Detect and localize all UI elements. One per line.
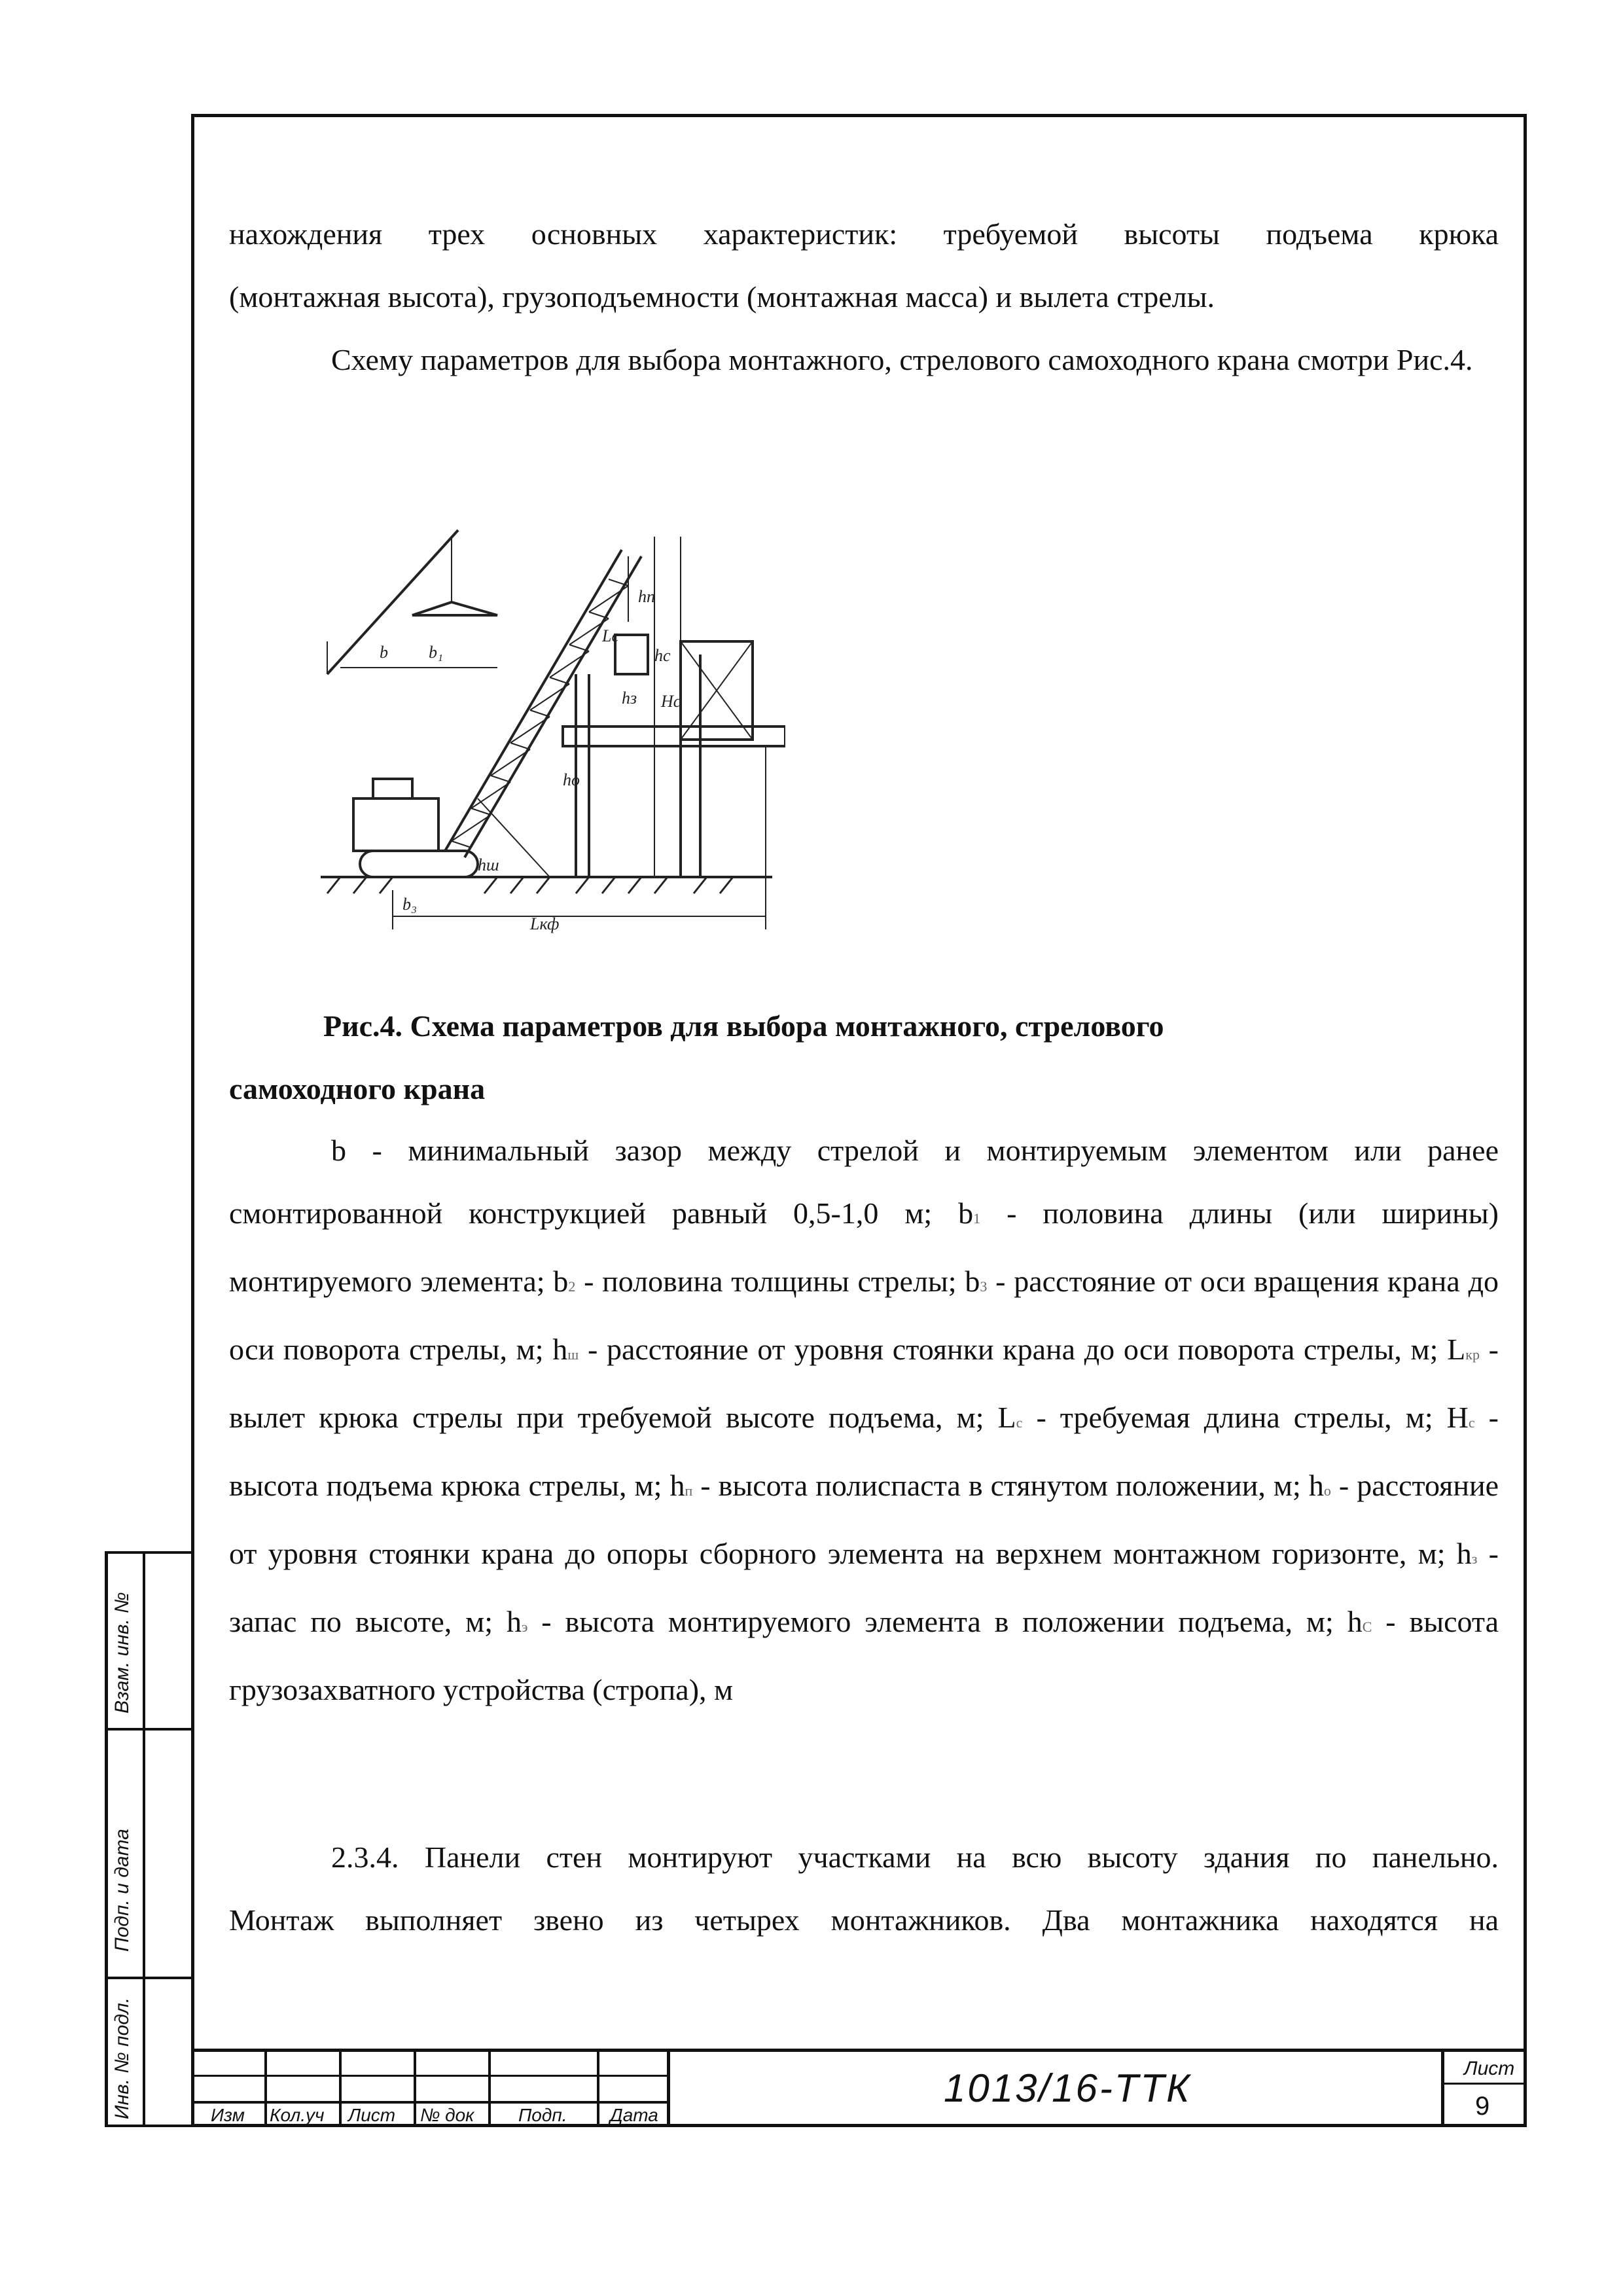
p1-line1: нахождения трех основных характеристик: требуемой высоты подъема крюка (229, 217, 1499, 251)
svg-text:b₃: b₃ (402, 895, 418, 914)
legend-text: - расстояние от оси вращения крана до оси поворота стрелы, м; h (229, 1265, 1499, 1366)
legend-text: - половина толщины стрелы; b (575, 1265, 980, 1298)
margin-label-signature-date: Подп. и дата (111, 1829, 133, 1952)
legend-text: - запас по высоте, м; h (229, 1537, 1499, 1638)
legend-text: - расстояние от уровня стоянки крана до опоры сборного элемента на верхнем монтажном горизонте, м; h (229, 1469, 1499, 1570)
legend-sub: э (521, 1619, 528, 1635)
svg-text:hо: hо (563, 770, 580, 789)
sheet-number: 9 (1475, 2092, 1490, 2121)
legend-text: - расстояние от уровня стоянки крана до оси поворота стрелы, м; L (579, 1333, 1466, 1366)
section-line1: 2.3.4. Панели стен монтируют участками на всю высоту здания по панельно. (331, 1840, 1499, 1874)
col-izm: Изм (211, 2105, 245, 2125)
section-paragraph (229, 1826, 1499, 1952)
legend-sub: 1 (973, 1210, 981, 1227)
legend-sub: 3 (980, 1278, 988, 1295)
svg-text:hш: hш (478, 855, 499, 874)
col-date: Дата (610, 2105, 658, 2125)
legend-text: - вылет крюка стрелы при требуемой высоте подъема, м; L (229, 1333, 1499, 1434)
legend-text: - высота полиспаста в стянутом положении, м; h (692, 1469, 1324, 1502)
margin-label-replaced-inv: Взам. инв. № (111, 1592, 133, 1713)
figure-caption (229, 995, 1499, 1121)
legend-sub: 2 (568, 1278, 576, 1295)
caption-line1: Рис.4. Схема параметров для выбора монтажного, стрелового (323, 1009, 1164, 1043)
legend-sub: с (1468, 1414, 1475, 1431)
title-block (191, 2049, 1527, 2127)
legend-sub: о (1323, 1482, 1331, 1499)
margin-label-original-inv: Инв. № подл. (111, 1997, 133, 2119)
p2: Схему параметров для выбора монтажного, стрелового самоходного крана смотри Рис.4. (331, 343, 1473, 376)
col-signature: Подп. (518, 2105, 567, 2125)
legend-sub: С (1362, 1619, 1372, 1635)
svg-text:Lкф: Lкф (530, 914, 560, 933)
document-code: 1013/16-ТТК (944, 2066, 1192, 2110)
col-kol-uch: Кол.уч (270, 2105, 325, 2125)
margin-strip (105, 1551, 191, 2127)
svg-text:Lс: Lс (602, 626, 619, 645)
legend-text: - требуемая длина стрелы, м; H (1022, 1401, 1469, 1434)
svg-text:b: b (380, 643, 388, 662)
sheet-label: Лист (1464, 2058, 1515, 2079)
legend-text: - высота монтируемого элемента в положении подъема, м; h (527, 1605, 1363, 1638)
legend-sub: ш (567, 1346, 579, 1363)
legend-text: b - минимальный зазор между стрелой и монтируемым элементом или ранее смонтированной конструкцией равный 0,5-1,0 м; b (229, 1134, 1499, 1230)
legend-text: - половина длины (или ширины) монтируемого элемента; b (229, 1196, 1499, 1298)
svg-text:hс: hс (654, 646, 671, 665)
legend-text: - высота подъема крюка стрелы, м; h (229, 1401, 1499, 1502)
svg-text:hз: hз (622, 689, 637, 708)
legend-sub: з (1471, 1551, 1478, 1567)
svg-text:b₁: b₁ (429, 643, 444, 662)
section-line2: Монтаж выполняет звено из четырех монтажников. Два монтажника находятся на (229, 1903, 1499, 1937)
legend-sub: п (685, 1482, 693, 1499)
p1-line2: (монтажная высота), грузоподъемности (монтажная масса) и вылета стрелы. (229, 280, 1215, 314)
legend-sub: кр (1465, 1346, 1480, 1363)
col-doc-no: № док (420, 2105, 474, 2125)
legend-text: - высота грузозахватного устройства (стропа), м (229, 1605, 1499, 1706)
legend-sub: с (1016, 1414, 1023, 1431)
crane-diagram (314, 511, 785, 942)
svg-text:Hс: Hс (661, 692, 681, 711)
legend-paragraph (229, 1119, 1499, 1721)
opening-paragraph (229, 203, 1499, 391)
svg-text:hп: hп (638, 587, 655, 606)
caption-line2: самоходного крана (229, 1072, 486, 1105)
col-list: Лист (348, 2105, 396, 2125)
